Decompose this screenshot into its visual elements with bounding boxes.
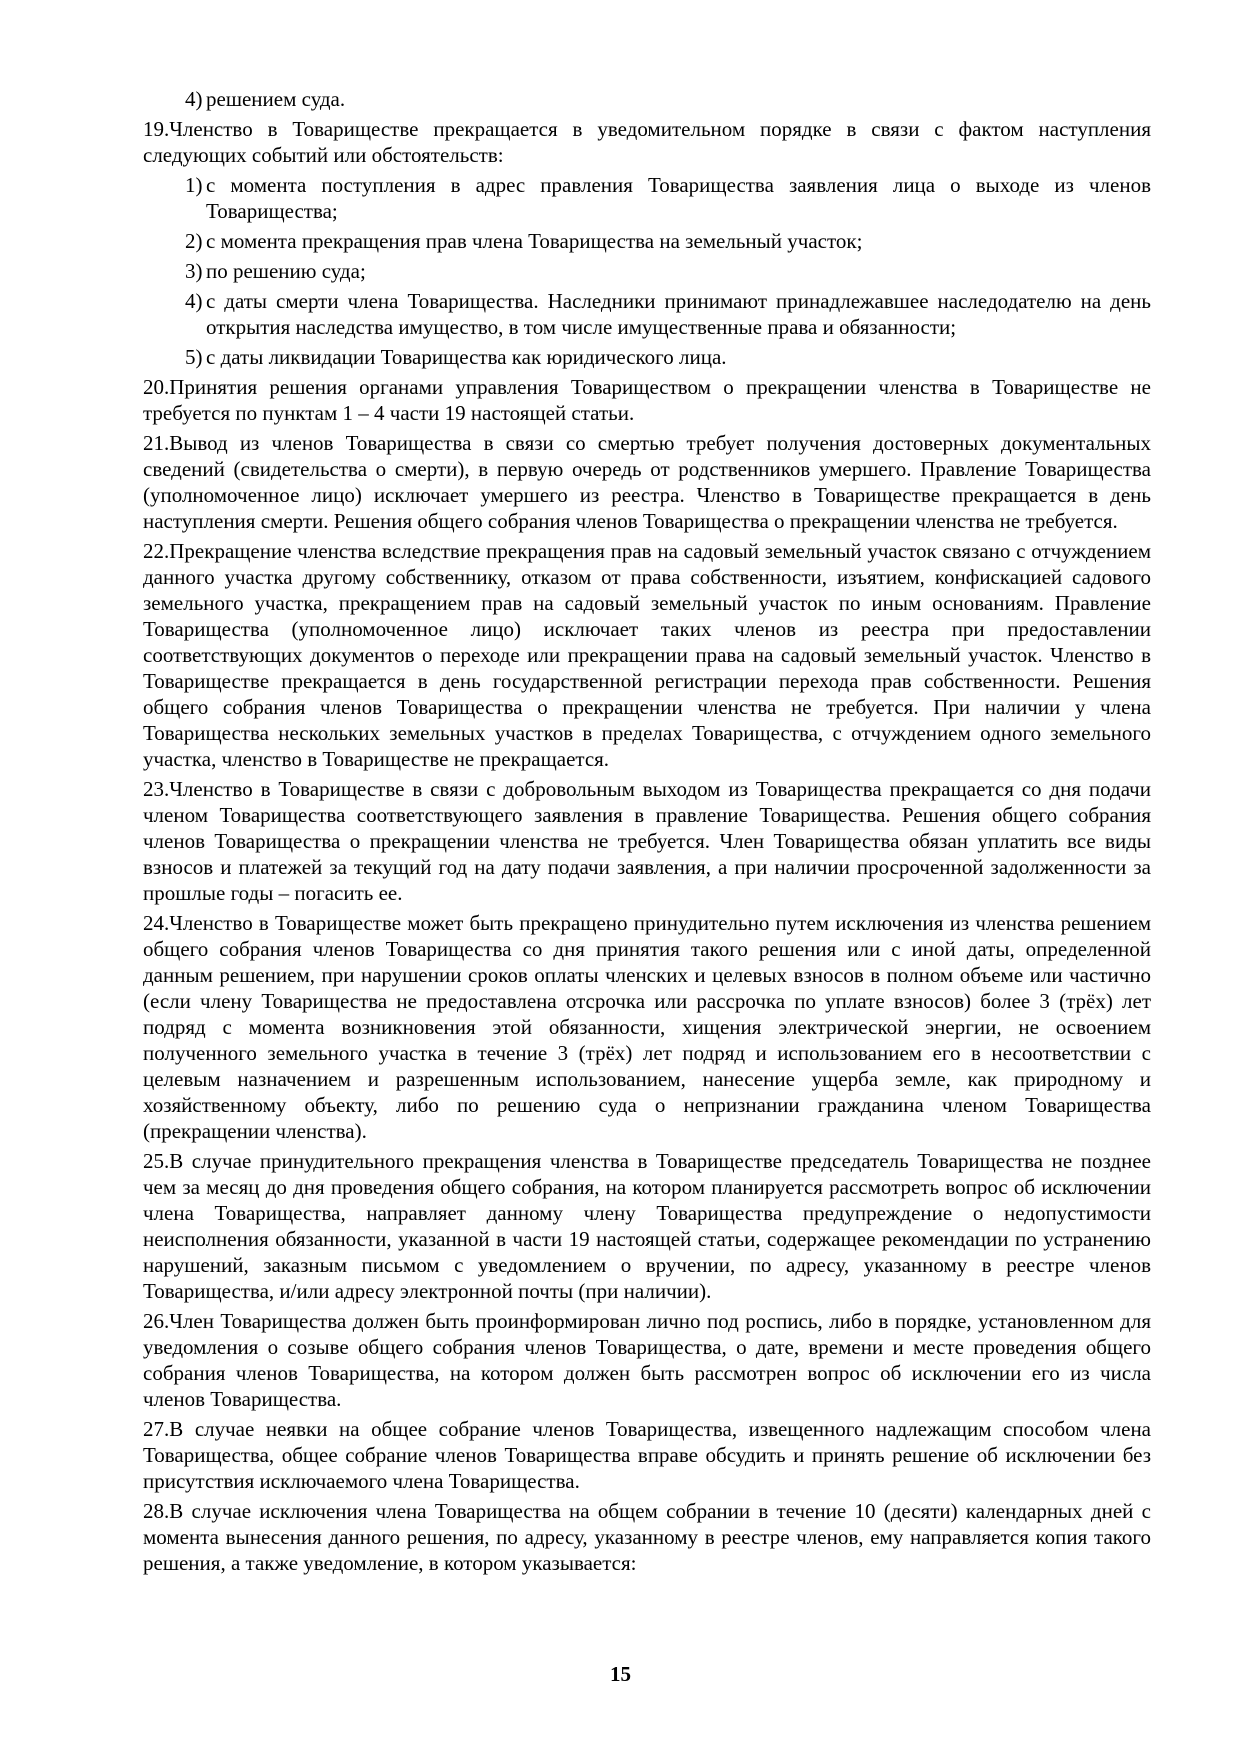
- paragraph-20: [143, 374, 1151, 426]
- paragraph-number: 24.: [143, 911, 170, 935]
- paragraph-27: [143, 1416, 1151, 1494]
- list-item-text: с момента прекращения прав члена Товарищества на земельный участок;: [206, 229, 863, 253]
- paragraph-number: 27.: [143, 1417, 170, 1441]
- list-item-19-3: [185, 258, 1151, 284]
- paragraph-21: [143, 430, 1151, 534]
- list-marker: 4): [185, 87, 203, 111]
- list-item-text: с даты смерти члена Товарищества. Наследники принимают принадлежавшее наследодателю на день открытия наследства имущество, в том числе имущественные права и обязанности;: [206, 289, 1151, 339]
- paragraph-text: Принятия решения органами управления Товариществом о прекращении членства в Товариществе не требуется по пунктам 1 – 4 части 19 настоящей статьи.: [143, 375, 1151, 425]
- list-item-19-2: [185, 228, 1151, 254]
- paragraph-number: 22.: [143, 539, 170, 563]
- list-marker: 4): [185, 289, 203, 313]
- paragraph-text: В случае принудительного прекращения членства в Товариществе председатель Товарищества не позднее чем за месяц до дня проведения общего собрания, на котором планируется рассмотреть вопрос об исключении члена Товарищества, направляет данному члену Товарищества предупреждение о недопустимости неисполнения обязанности, указанной в части 19 настоящей статьи, содержащее рекомендации по устранению нарушений, заказным письмом с уведомлением о вручении, по адресу, указанному в реестре членов Товарищества, и/или адресу электронной почты (при наличии).: [143, 1149, 1151, 1303]
- paragraph-number: 26.: [143, 1309, 170, 1333]
- list-item-19-4: [185, 288, 1151, 340]
- paragraph-text: В случае исключения члена Товарищества на общем собрании в течение 10 (десяти) календарных дней с момента вынесения данного решения, по адресу, указанному в реестре членов, ему направляется копия такого решения, а также уведомление, в котором указывается:: [143, 1499, 1151, 1575]
- paragraph-number: 23.: [143, 777, 170, 801]
- paragraph-text: Прекращение членства вследствие прекращения прав на садовый земельный участок связано с отчуждением данного участка другому собственнику, отказом от права собственности, изъятием, конфискацией садового земельного участка, прекращением прав на садовый земельный участок по иным основаниям. Правление Товарищества (уполномоченное лицо) исключает таких членов из реестра при предоставлении соответствующих документов о переходе или прекращении права на садовый земельный участок. Членство в Товариществе прекращается в день государственной регистрации перехода прав собственности. Решения общего собрания членов Товарищества о прекращении членства не требуется. При наличии у члена Товарищества нескольких земельных участков в пределах Товарищества, с отчуждением одного земельного участка, членство в Товариществе не прекращается.: [143, 539, 1151, 771]
- paragraph-26: [143, 1308, 1151, 1412]
- list-marker: 1): [185, 173, 203, 197]
- paragraph-25: [143, 1148, 1151, 1304]
- list-item-text: по решению суда;: [206, 259, 366, 283]
- paragraph-number: 20.: [143, 375, 170, 399]
- list-marker: 2): [185, 229, 203, 253]
- list-item-19-5: [185, 344, 1151, 370]
- list-marker: 3): [185, 259, 203, 283]
- list-item-text: решением суда.: [206, 87, 346, 111]
- paragraph-text: Членство в Товариществе прекращается в уведомительном порядке в связи с фактом наступления следующих событий или обстоятельств:: [143, 117, 1151, 167]
- paragraph-number: 21.: [143, 431, 170, 455]
- paragraph-number: 19.: [143, 117, 170, 141]
- document-body: [143, 82, 1151, 1580]
- paragraph-text: Вывод из членов Товарищества в связи со смертью требует получения достоверных документальных сведений (свидетельства о смерти), в первую очередь от родственников умершего. Правление Товарищества (уполномоченное лицо) исключает умершего из реестра. Членство в Товариществе прекращается в день наступления смерти. Решения общего собрания членов Товарищества о прекращении членства не требуется.: [143, 431, 1151, 533]
- list-item-text: с момента поступления в адрес правления Товарищества заявления лица о выходе из членов Товарищества;: [206, 173, 1151, 223]
- paragraph-24: [143, 910, 1151, 1144]
- page-number: 15: [610, 1662, 631, 1686]
- paragraph-text: В случае неявки на общее собрание членов Товарищества, извещенного надлежащим способом члена Товарищества, общее собрание членов Товарищества вправе обсудить и принять решение об исключении без присутствия исключаемого члена Товарищества.: [143, 1417, 1151, 1493]
- paragraph-22: [143, 538, 1151, 772]
- paragraph-text: Членство в Товариществе в связи с добровольным выходом из Товарищества прекращается со дня подачи членом Товарищества соответствующего заявления в правление Товарищества. Решения общего собрания членов Товарищества о прекращении членства не требуется. Член Товарищества обязан уплатить все виды взносов и платежей за текущий год на дату подачи заявления, а при наличии просроченной задолженности за прошлые годы – погасить ее.: [143, 777, 1151, 905]
- paragraph-number: 28.: [143, 1499, 170, 1523]
- list-item-19-1: [185, 172, 1151, 224]
- paragraph-text: Членство в Товариществе может быть прекращено принудительно путем исключения из членства решением общего собрания членов Товарищества со дня принятия такого решения или с иной даты, определенной данным решением, при нарушении сроков оплаты членских и целевых взносов в полном объеме или частично (если члену Товарищества не предоставлена отсрочка или рассрочка по уплате взносов) более 3 (трёх) лет подряд с момента возникновения этой обязанности, хищения электрической энергии, не освоением полученного земельного участка в течение 3 (трёх) лет подряд и использованием его в несоответствии с целевым назначением и разрешенным использованием, нанесение ущерба земле, как природному и хозяйственному объекту, либо по решению суда о непризнании гражданина членом Товарищества (прекращении членства).: [143, 911, 1151, 1143]
- list-marker: 5): [185, 345, 203, 369]
- paragraph-28: [143, 1498, 1151, 1576]
- list-item-text: с даты ликвидации Товарищества как юридического лица.: [206, 345, 727, 369]
- paragraph-text: Член Товарищества должен быть проинформирован лично под роспись, либо в порядке, установленном для уведомления о созыве общего собрания членов Товарищества, о дате, времени и месте проведения общего собрания членов Товарищества, на котором должен быть рассмотрен вопрос об исключении его из числа членов Товарищества.: [143, 1309, 1151, 1411]
- paragraph-23: [143, 776, 1151, 906]
- paragraph-number: 25.: [143, 1149, 170, 1173]
- list-item-prev-4: [185, 86, 1151, 112]
- paragraph-19: [143, 116, 1151, 168]
